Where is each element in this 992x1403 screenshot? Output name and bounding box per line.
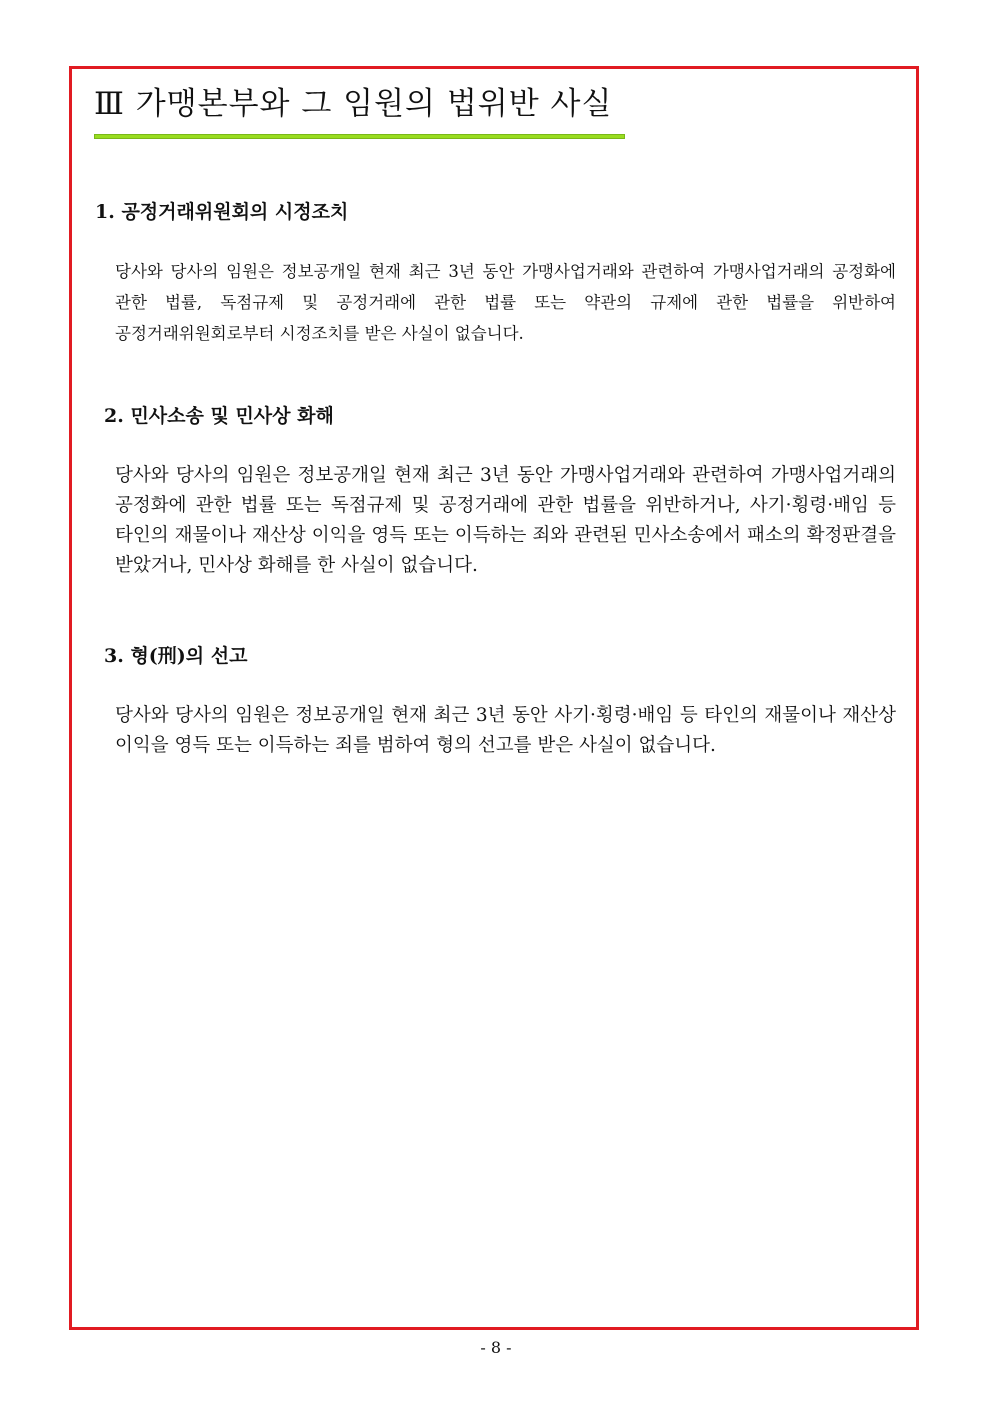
section-body-civil-litigation: 당사와 당사의 임원은 정보공개일 현재 최근 3년 동안 가맹사업거래와 관련하여 가맹사업거래의 공정화에 관한 법률 또는 독점규제 및 공정거래에 관한 법률을 위반하거나, 사기·횡령·배임 등 타인의 재물이나 재산상 이익을 영득 또는 이득하는 죄와 관련된 민사소송에서 패소의 확정판결을 받았거나, 민사상 화해를 한 사실이 없습니다. bbox=[115, 465, 896, 576]
section-heading-criminal-sentence: 3. 형(刑)의 선고 bbox=[104, 645, 248, 667]
page-number: - 8 - bbox=[480, 1338, 512, 1357]
section-heading-civil-litigation: 2. 민사소송 및 민사상 화해 bbox=[104, 405, 334, 427]
chapter-title: Ⅲ 가맹본부와 그 임원의 법위반 사실 bbox=[94, 86, 613, 122]
section-body-corrective-measures: 당사와 당사의 임원은 정보공개일 현재 최근 3년 동안 가맹사업거래와 관련하여 가맹사업거래의 공정화에 관한 법률, 독점규제 및 공정거래에 관한 법률 또는 약관의 규제에 관한 법률을 위반하여 공정거래위원회로부터 시정조치를 받은 사실이 없습니다. bbox=[115, 262, 896, 343]
section-heading-corrective-measures: 1. 공정거래위원회의 시정조치 bbox=[95, 201, 349, 223]
section-body-criminal-sentence: 당사와 당사의 임원은 정보공개일 현재 최근 3년 동안 사기·횡령·배임 등 타인의 재물이나 재산상 이익을 영득 또는 이득하는 죄를 범하여 형의 선고를 받은 사실이 없습니다. bbox=[115, 705, 896, 756]
title-underline bbox=[94, 134, 625, 139]
